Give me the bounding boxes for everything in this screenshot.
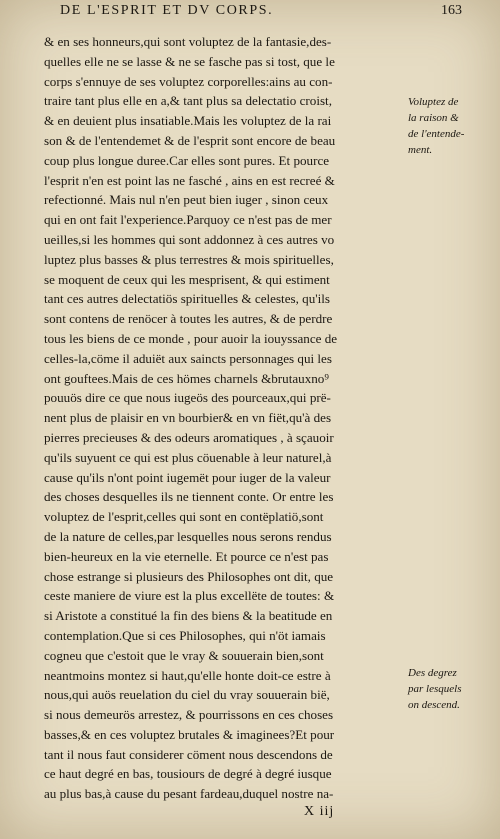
text-line: si Aristote a constitué la fin des biens & la beatitude en: [44, 608, 333, 624]
text-line: & en deuient plus insatiable.Mais les voluptez de la rai: [44, 113, 332, 129]
text-line: si nous demeurös arrestez, & pourrissons en ces choses: [44, 707, 334, 723]
text-line: au plus bas,à cause du pesant fardeau,duquel nostre na-: [44, 786, 334, 802]
text-line: qu'ils suyuent ce qui est plus cöuenable à leur naturel,à: [44, 449, 332, 465]
text-line: tant il nous faut considerer cöment nous descendons de: [44, 746, 333, 762]
text-line: nous,qui auös reuelation du ciel du vray souuerain bië,: [44, 687, 330, 703]
marginal-note-line: de l'entende-: [408, 128, 465, 140]
page-number: 163: [441, 3, 462, 18]
text-line: cogneu que c'estoit que le vray & souuerain bien,sont: [44, 647, 324, 663]
marginal-note-line: la raison &: [408, 112, 459, 124]
text-line: tant ces autres delectatiös spirituelles & celestes, qu'ils: [44, 291, 330, 307]
text-line: basses,& en ces voluptez brutales & imaginees?Et pour: [44, 726, 335, 742]
text-line: nent plus de plaisir en vn bourbier& en vn fiët,qu'à des: [44, 410, 332, 426]
text-line: se moquent de ceux qui les mesprisent, & qui estiment: [44, 271, 330, 287]
body-text: [44, 32, 410, 804]
text-line: quelles elle ne se lasse & ne se fasche pas si tost, que le: [44, 53, 335, 69]
text-line: refectionné. Mais nul n'en peut bien iuger , sinon ceux: [44, 192, 329, 208]
marginal-note-1: [408, 94, 498, 158]
text-line: ceste maniere de viure est la plus excellëte de toutes: &: [44, 588, 335, 604]
text-line: bien-heureux en la vie eternelle. Et pource ce n'est pas: [44, 548, 329, 564]
signature-mark: X iij: [304, 804, 335, 819]
marginal-note-line: Voluptez de: [408, 96, 459, 108]
running-head: DE L'ESPRIT ET DV CORPS.: [60, 3, 274, 18]
text-line: de la nature de celles,par lesquelles nous serons rendus: [44, 528, 332, 544]
marginal-note-line: ment.: [408, 144, 433, 156]
text-line: l'esprit n'en est point las ne fasché , ains en est recreé &: [44, 172, 335, 188]
text-line: tous les biens de ce monde , pour auoir la iouyssance de: [44, 330, 338, 346]
text-line: luptez plus basses & plus terrestres & mois spirituelles,: [44, 251, 334, 267]
marginal-note-2: [408, 665, 498, 713]
page-header: [60, 3, 462, 25]
text-line: ueilles,si les hommes qui sont addonnez à ces autres vo: [44, 231, 335, 247]
text-line: coup plus longue duree.Car elles sont pures. Et pource: [44, 152, 330, 168]
text-line: ce haut degré en bas, tousiours de degré à degré iusque: [44, 766, 332, 782]
text-line: traire tant plus elle en a,& tant plus sa delectatio croist,: [44, 93, 332, 109]
text-line: contemplation.Que si ces Philosophes, qui n'öt iamais: [44, 627, 326, 643]
text-line: son & de l'entendemet & de l'esprit sont encore de beau: [44, 132, 336, 148]
text-line: neantmoins montez si haut,qu'elle honte doit-ce estre à: [44, 667, 331, 683]
text-line: & en ses honneurs,qui sont voluptez de la fantasie,des-: [44, 34, 332, 49]
marginal-note-line: par lesquels: [408, 683, 462, 695]
text-line: chose estrange si plusieurs des Philosophes ont dit, que: [44, 568, 334, 584]
text-line: sont contens de renöcer à toutes les autres, & de perdre: [44, 311, 333, 327]
text-line: cause qu'ils n'ont point iugemët pour iuger de la valeur: [44, 469, 331, 485]
marginal-note-line: on descend.: [408, 699, 460, 711]
text-line: celles-la,cöme il aduiët aux saincts personnages qui les: [44, 350, 332, 366]
text-line: corps s'ennuye de ses voluptez corporelles:ains au con-: [44, 73, 333, 89]
text-line: des choses desquelles ils ne tiennent conte. Or entre les: [44, 489, 334, 505]
text-line: pouuös dire ce que nous iugeös des pourceaux,qui prë-: [44, 390, 331, 406]
text-line: qui en ont fait l'experience.Parquoy ce n'est pas de mer: [44, 212, 332, 228]
marginal-note-line: Des degrez: [408, 667, 457, 679]
text-line: ont gouftees.Mais de ces hömes charnels &brutauxno⁹: [44, 370, 329, 386]
text-line: voluptez de l'esprit,celles qui sont en contëplatiö,sont: [44, 509, 324, 525]
text-line: pierres precieuses & des odeurs aromatiques , à sçauoir: [44, 429, 334, 445]
